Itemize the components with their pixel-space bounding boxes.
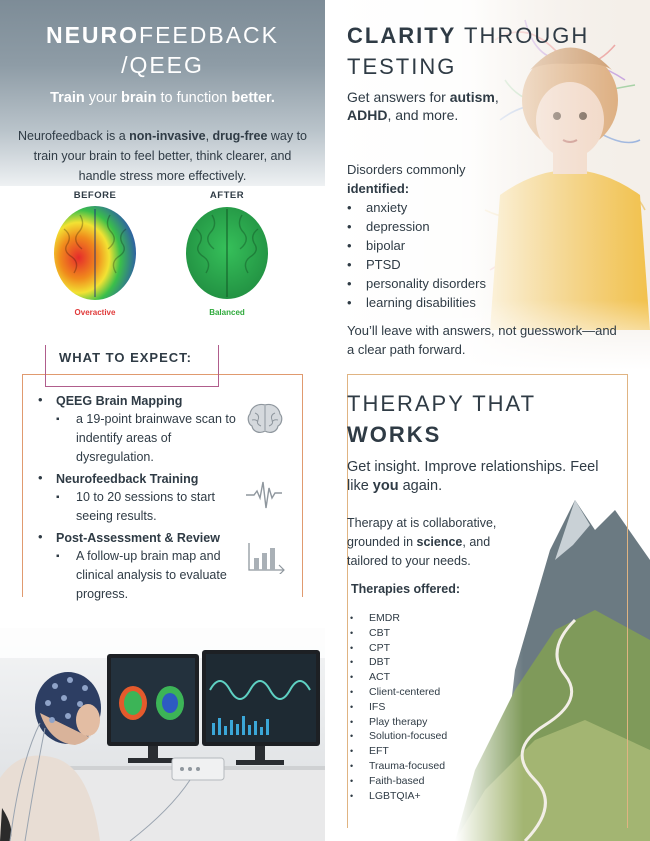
tagline [0,90,325,106]
body-text: way to train your brain to feel better, think clearer, and handle stress more effectively. [33,129,308,183]
list-item: • Client-centered [350,685,447,700]
after-label: AFTER [209,190,245,201]
therapy-title-line1: THERAPY THAT [347,391,537,416]
clarity-rest: THROUGH [456,23,590,48]
brain-comparison [0,186,325,326]
body-text: , [494,89,499,105]
list-item: • LGBTQIA+ [350,789,447,804]
emphasis-text: you [372,478,399,494]
brain-icon [246,402,284,436]
expect-item-post-assessment [38,529,268,604]
disorders-title-line1: Disorders commonly [347,162,466,177]
list-item: • learning disabilities [347,293,486,312]
clarity-line2: TESTING [347,54,457,79]
overactive-brain-icon [40,201,150,301]
emphasis-text: Train [50,90,85,106]
balanced-brain-icon [172,201,282,301]
list-item: • DBT [350,655,447,670]
list-item: • CBT [350,626,447,641]
after-brain [172,190,282,317]
emphasis-text: better. [231,90,275,106]
before-brain [40,190,150,317]
body-text: , and more. [387,107,459,123]
clarity-title [347,20,589,82]
right-column [325,0,650,841]
therapy-insight [347,458,617,496]
neurofeedback-hero [0,0,325,186]
list-item: • IFS [350,700,447,715]
before-label: BEFORE [73,190,117,201]
emphasis-text: science [416,535,463,549]
title-line2: /QEEG [121,52,204,78]
list-item: • anxiety [347,198,486,217]
clarity-bold: CLARITY [347,23,457,48]
overactive-caption: Overactive [74,308,116,317]
body-text: Get insight. Improve relationships. Feel like [347,459,599,494]
disorders-list [347,198,486,312]
list-item: • Trauma-focused [350,759,447,774]
list-item: • personality disorders [347,274,486,293]
disorders-title [347,160,497,198]
therapies-list [350,611,447,803]
list-item: • Faith-based [350,774,447,789]
therapy-collaborative [347,514,527,571]
emphasis-text: ADHD [347,107,388,123]
neurofeedback-session-photo [0,628,325,841]
title-bold-part: NEURO [45,22,140,48]
body-text: to function [156,90,232,106]
list-item: • depression [347,217,486,236]
expect-item-qeeg [38,392,268,467]
session-illustration [0,628,325,841]
expect-item-heading: • QEEG Brain Mapping [56,394,183,408]
bar-chart-icon [246,540,286,574]
expect-item-detail: ▪ A follow-up brain map and clinical analysis to evaluate progress. [56,547,231,604]
expect-item-training [38,470,268,526]
brainwave-icon [244,476,284,512]
emphasis-text: autism [449,89,495,105]
list-item: • EFT [350,744,447,759]
list-item: • EMDR [350,611,447,626]
body-text: Get answers for [347,89,450,105]
body-text: , [205,129,213,143]
what-to-expect-title: WHAT TO EXPECT: [45,345,219,387]
intro-paragraph [14,126,311,186]
expect-item-heading: • Neurofeedback Training [56,472,199,486]
neurofeedback-title [0,0,325,80]
body-text: your [84,90,121,106]
body-text: , and tailored to your needs. [347,535,491,568]
body-text: again. [398,478,443,494]
expect-item-heading: • Post-Assessment & Review [56,531,220,545]
balanced-caption: Balanced [209,308,245,317]
expect-item-detail: ▪ 10 to 20 sessions to start seeing results. [56,488,236,526]
body-text: Neurofeedback is a [17,129,130,143]
body-text: Therapy at is collaborative, grounded in [347,516,497,549]
answers-text: You’ll leave with answers, not guesswork—and a clear path forward. [347,323,617,357]
list-item: • Play therapy [350,715,447,730]
list-item: • CPT [350,641,447,656]
list-item: • bipolar [347,236,486,255]
list-item: • ACT [350,670,447,685]
expect-item-detail: ▪ a 19-point brainwave scan to indentify areas of dysregulation. [56,410,236,467]
list-item: • PTSD [347,255,486,274]
therapy-title [347,388,536,450]
testing-lead [347,88,507,124]
title-rest-part: FEEDBACK [139,22,280,48]
therapy-title-line2: WORKS [347,422,442,447]
expect-list [38,392,268,607]
emphasis-text: non-invasive [129,129,206,143]
disorders-title-line2: identified: [347,181,410,196]
therapies-offered-title: Therapies offered: [351,582,461,596]
emphasis-text: drug-free [212,129,268,143]
emphasis-text: brain [120,90,157,106]
list-item: • Solution-focused [350,729,447,744]
